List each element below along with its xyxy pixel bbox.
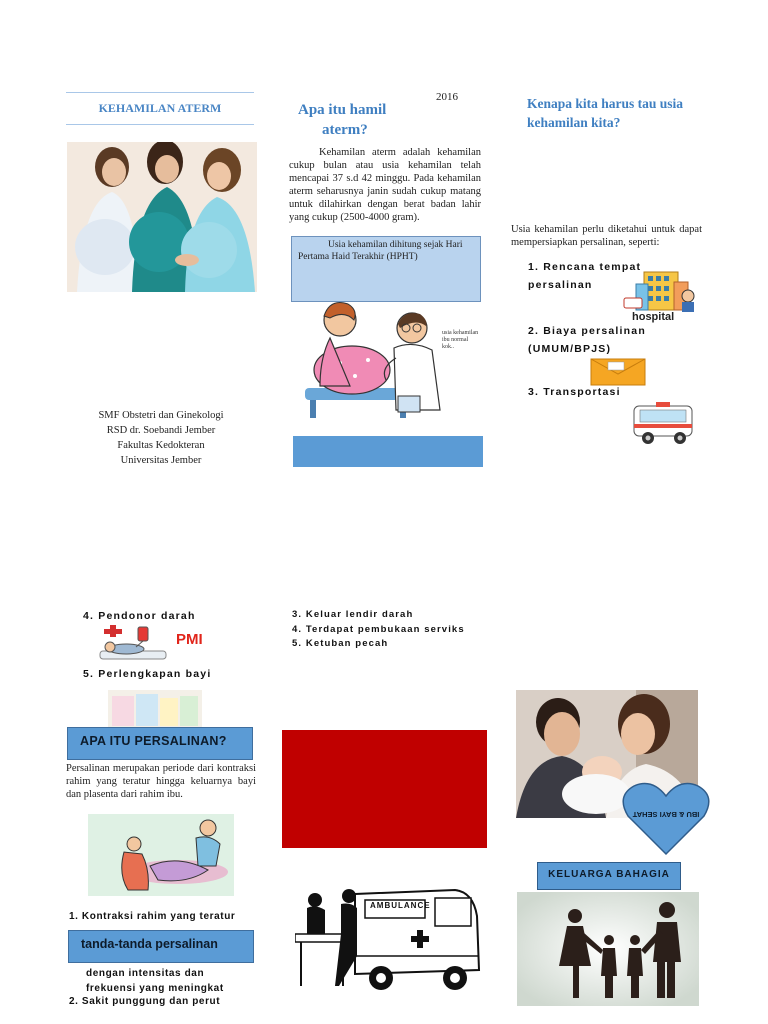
panel1-title: KEHAMILAN ATERM	[98, 101, 222, 115]
family-silhouette-image	[517, 892, 699, 1006]
envelope-icon	[590, 356, 646, 386]
panel2-title-line1: Apa itu hamil	[298, 102, 387, 118]
red-block	[282, 730, 487, 848]
blue-blank-banner	[293, 436, 483, 467]
doctor-consultation-cartoon	[300, 298, 482, 420]
institution-line-4: Universitas Jember	[120, 455, 202, 466]
birth-illustration	[88, 814, 234, 896]
small-ambulance-icon	[630, 398, 698, 446]
prep-item-1: 1. Rencana tempat persalinan	[528, 261, 642, 291]
heart-shape	[622, 780, 710, 856]
prep-item-3: 3. Transportasi	[528, 386, 621, 398]
persalinan-heading-box	[67, 727, 253, 760]
signs-heading: tanda-tanda persalinan	[81, 937, 218, 951]
panel3-title: Kenapa kita harus tau usia kehamilan kita?	[527, 96, 684, 130]
year-label: 2016	[436, 91, 458, 103]
title-rule-bottom	[66, 124, 254, 125]
keluarga-banner	[537, 862, 681, 890]
hpht-text: Usia kehamilan dihitung sejak Hari Pertama Haid Terakhir (HPHT)	[298, 240, 463, 262]
sign-item-4: 4. Terdapat pembukaan serviks	[292, 623, 465, 635]
keluarga-banner-text: KELUARGA BAHAGIA	[548, 869, 670, 880]
panel2-title	[292, 100, 432, 140]
sign-item-1-continued: dengan intensitas dan frekuensi yang meningkat	[86, 968, 224, 994]
hospital-icon	[622, 262, 700, 324]
hospital-label: hospital	[632, 311, 675, 323]
institution-line-3: Fakultas Kedokteran	[117, 440, 205, 451]
sign-item-1: 1. Kontraksi rahim yang teratur	[69, 911, 236, 922]
pmi-donor-illustration	[98, 625, 218, 667]
prep-item-2: 2. Biaya persalinan (UMUM/BPJS)	[528, 325, 646, 355]
institution-block	[66, 408, 256, 468]
cartoon-speech-text: usia kehamilan ibu normal kok..	[442, 330, 479, 350]
prep-item-4: 4. Pendonor darah	[83, 610, 196, 622]
persalinan-definition: Persalinan merupakan periode dari kontraksi rahim yang teratur hingga keluarnya bayi dan plasenta dari rahim ibu.	[66, 763, 256, 800]
baby-supplies-image	[108, 690, 202, 730]
institution-line-1: SMF Obstetri dan Ginekologi	[98, 410, 224, 421]
ambulance-text: AMBULANCE	[370, 901, 431, 910]
sign-item-5: 5. Ketuban pecah	[292, 638, 389, 649]
pmi-label: PMI	[176, 631, 203, 648]
panel3-intro: Usia kehamilan perlu diketahui untuk dapat mempersiapkan persalinan, seperti:	[511, 224, 702, 248]
heart-text: IBU & BAYI SEHAT	[632, 810, 700, 819]
sign-item-3: 3. Keluar lendir darah	[292, 609, 414, 620]
sign-item-2: 2. Sakit punggung dan perut	[69, 996, 221, 1007]
title-rule-top	[66, 92, 254, 93]
sign-list	[292, 608, 465, 652]
ambulance-stretcher-illustration	[295, 886, 483, 996]
signs-heading-box	[68, 930, 254, 963]
aterm-definition: Kehamilan aterm adalah kehamilan cukup bulan atau usia kehamilan telah mencapai 37 s.d 42 minggu. Pada kehamilan aterm seharusnya janin sudah cukup matang untuk dilahirkan dengan berat badan lahir yang cukup (2500-4000 gram).	[289, 147, 481, 223]
persalinan-heading: APA ITU PERSALINAN?	[80, 734, 227, 748]
pregnant-women-photo	[67, 142, 257, 292]
institution-line-2: RSD dr. Soebandi Jember	[106, 425, 216, 436]
prep-item-5: 5. Perlengkapan bayi	[83, 668, 212, 680]
panel2-title-line2: aterm?	[322, 122, 368, 138]
hpht-box	[291, 236, 481, 302]
